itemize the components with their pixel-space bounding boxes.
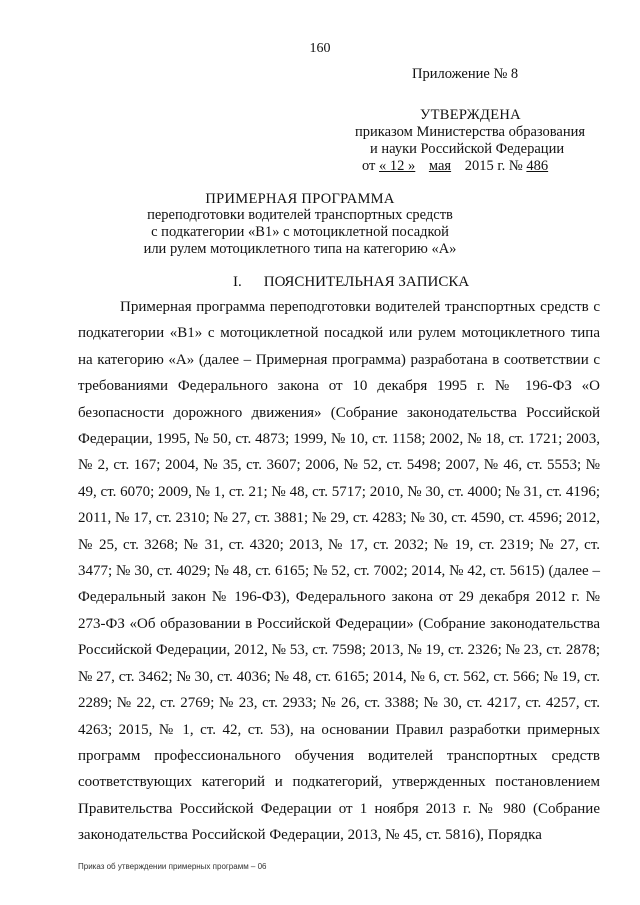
approval-day: « 12 » <box>379 158 416 174</box>
explanatory-paragraph: Примерная программа переподготовки водителей транспортных средств с подкатегории «В1» с мотоциклетной посадкой или рулем мотоциклетного типа на категорию «А» (далее – Примерная программа) разработана в соответствии с требованиями Федерального закона от 10 декабря 1995 г. № 196-ФЗ «О безопасности дорожного движения» (Собрание законодательства Российской Федерации, 1995, № 50, ст. 4873; 1999, № 10, ст. 1158; 2002, № 18, ст. 1721; 2003, № 2, ст. 167; 2004, № 35, ст. 3607; 2006, № 52, ст. 5498; 2007, № 46, ст. 5553; № 49, ст. 6070; 2009, № 1, ст. 21; № 48, ст. 5717; 2010, № 30, ст. 4000; № 31, ст. 4196; 2011, № 17, ст. 2310; № 27, ст. 3881; № 29, ст. 4283; № 30, ст. 4590, ст. 4596; 2012, № 25, ст. 3268; № 31, ст. 4320; 2013, № 17, ст. 2032; № 19, ст. 2319; № 27, ст. 3477; № 30, ст. 4029; № 48, ст. 6165; № 52, ст. 7002; 2014, № 42, ст. 5615) (далее – Федеральный закон № 196-ФЗ), Федерального закона от 29 декабря 2012 г. № 273-ФЗ «Об образовании в Российской Федерации» (Собрание законодательства Российской Федерации, 2012, № 53, ст. 7598; 2013, № 19, ст. 2326; № 23, ст. 2878; № 27, ст. 3462; № 30, ст. 4036; № 48, ст. 6165; 2014, № 6, ст. 562, ст. 566; № 19, ст. 2289; № 22, ст. 2769; № 23, ст. 2933; № 26, ст. 3388; № 30, ст. 4217, ст. 4257, ст. 4263; 2015, № 1, ст. 42, ст. 53), на основании Правил разработки примерных программ профессионального обучения водителей транспортных средств соответствующих категорий и подкатегорий, утвержденных постановлением Правительства Российской Федерации от 1 ноября 2013 г. № 980 (Собрание законодательства Российской Федерации, 2013, № 45, ст. 5816), Порядка <box>78 299 600 844</box>
footer-note: Приказ об утверждении примерных программ – 06 <box>78 862 267 871</box>
section-title: ПОЯСНИТЕЛЬНАЯ ЗАПИСКА <box>263 274 470 290</box>
number-label: № <box>508 158 523 174</box>
program-subtitle-3: или рулем мотоциклетного типа на категорию «А» <box>143 241 457 257</box>
from-label: от <box>362 158 376 174</box>
approval-month: мая <box>428 158 452 174</box>
approval-year: 2015 г. <box>464 158 506 174</box>
program-subtitle-2: с подкатегории «В1» с мотоциклетной посадкой <box>151 224 449 240</box>
section-number: I. <box>233 274 242 290</box>
approval-line-2: и науки Российской Федерации <box>370 141 565 157</box>
section-heading <box>233 274 469 291</box>
approval-line-1: приказом Министерства образования <box>355 124 586 140</box>
approval-date-line <box>362 158 548 175</box>
appendix-label: Приложение № 8 <box>412 66 519 82</box>
program-subtitle-1: переподготовки водителей транспортных средств <box>147 207 453 223</box>
program-title: ПРИМЕРНАЯ ПРОГРАММА <box>205 191 395 207</box>
page-number: 160 <box>309 41 331 56</box>
approval-number: 486 <box>526 158 549 174</box>
body-text <box>78 294 600 849</box>
approval-heading: УТВЕРЖДЕНА <box>420 107 521 123</box>
